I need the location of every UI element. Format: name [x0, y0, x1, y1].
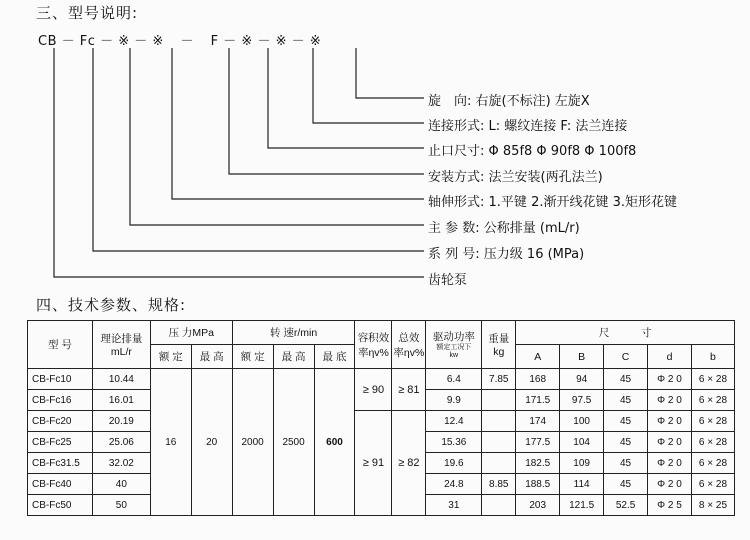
table-row [28, 369, 735, 390]
cell-dim-b: 121.5 [560, 495, 604, 516]
code-part: Fc [79, 34, 96, 49]
cell-speed-rated: 2000 [232, 369, 273, 516]
header-dim-d: d [648, 345, 692, 369]
cell-dim-d: Φ 2 0 [648, 411, 692, 432]
cell-dim-a: 182.5 [516, 453, 560, 474]
header-pressure-max: 最 高 [191, 345, 232, 369]
cell-model: CB-Fc20 [28, 411, 93, 432]
cell-dim-d: Φ 2 0 [648, 369, 692, 390]
cell-dim-a: 203 [516, 495, 560, 516]
leader-line [54, 48, 424, 277]
table-row [28, 411, 735, 432]
header-dim-b: B [560, 345, 604, 369]
header-dimensions: 尺 寸 [516, 321, 735, 345]
code-part: － [100, 34, 114, 49]
cell-dim-c: 45 [604, 432, 648, 453]
header-dim-a: A [516, 345, 560, 369]
header-tot-eff: 总效 率ηv% [392, 321, 426, 369]
cell-displacement: 32.02 [92, 453, 150, 474]
header-vol-eff: 容积效 率ηv% [355, 321, 392, 369]
cell-speed-min: 600 [314, 369, 355, 516]
header-model: 型 号 [28, 321, 93, 369]
cell-displacement: 50 [92, 495, 150, 516]
leader-line [229, 48, 424, 174]
header-speed-max: 最 高 [273, 345, 314, 369]
code-part: － [180, 34, 194, 49]
cell-weight [482, 390, 516, 411]
cell-dim-c: 45 [604, 369, 648, 390]
cell-displacement: 16.01 [92, 390, 150, 411]
cell-dim-b: 100 [560, 411, 604, 432]
cell-power: 24.8 [426, 474, 482, 495]
cell-dim-a: 177.5 [516, 432, 560, 453]
cell-dim-a: 168 [516, 369, 560, 390]
code-part: － [257, 34, 271, 49]
cell-dim-c: 52.5 [604, 495, 648, 516]
cell-model: CB-Fc25 [28, 432, 93, 453]
legend-item: 止口尺寸: Φ 85f8 Φ 90f8 Φ 100f8 [428, 144, 637, 159]
cell-dim-b: 114 [560, 474, 604, 495]
cell-dim-a: 174 [516, 411, 560, 432]
legend-item: 旋 向: 右旋(不标注) 左旋X [428, 94, 590, 109]
cell-displacement: 40 [92, 474, 150, 495]
cell-displacement: 25.06 [92, 432, 150, 453]
cell-dim-b2: 8 × 25 [691, 495, 734, 516]
cell-model: CB-Fc40 [28, 474, 93, 495]
code-part: ※ [241, 34, 253, 49]
cell-displacement: 10.44 [92, 369, 150, 390]
cell-dim-a: 188.5 [516, 474, 560, 495]
cell-dim-b2: 6 × 28 [691, 369, 734, 390]
header-power: 驱动功率 额定工况下 kw [426, 321, 482, 369]
code-part: － [223, 34, 237, 49]
code-part: － [291, 34, 306, 49]
code-part: ※ [152, 34, 164, 49]
legend-item: 连接形式: L: 螺纹连接 F: 法兰连接 [428, 119, 628, 134]
cell-dim-c: 45 [604, 453, 648, 474]
cell-dim-b2: 6 × 28 [691, 453, 734, 474]
cell-weight [482, 495, 516, 516]
cell-dim-c: 45 [604, 474, 648, 495]
header-pressure-rated: 额 定 [150, 345, 191, 369]
legend-item: 安装方式: 法兰安装(两孔法兰) [428, 170, 603, 185]
cell-tot-eff: ≥ 81 [392, 369, 426, 411]
cell-dim-d: Φ 2 0 [648, 432, 692, 453]
cell-model: CB-Fc10 [28, 369, 93, 390]
code-part: CB [38, 34, 57, 49]
cell-pressure-rated: 16 [150, 369, 191, 516]
cell-speed-max: 2500 [273, 369, 314, 516]
header-weight: 重量 kg [482, 321, 516, 369]
cell-model: CB-Fc31.5 [28, 453, 93, 474]
cell-weight: 8.85 [482, 474, 516, 495]
cell-model: CB-Fc16 [28, 390, 93, 411]
legend-item: 系 列 号: 压力级 16 (MPa) [428, 247, 585, 262]
cell-dim-b2: 6 × 28 [691, 432, 734, 453]
leader-line [313, 48, 424, 123]
section4-title: 四、技术参数、规格: [36, 296, 187, 314]
spec-table [27, 320, 735, 516]
cell-pressure-max: 20 [191, 369, 232, 516]
header-pressure: 压 力MPa [150, 321, 232, 345]
cell-dim-b: 97.5 [560, 390, 604, 411]
cell-weight [482, 411, 516, 432]
legend-item: 主 参 数: 公称排量 (mL/r) [428, 221, 580, 236]
header-speed: 转 速r/min [232, 321, 355, 345]
cell-power: 15.36 [426, 432, 482, 453]
cell-dim-b: 94 [560, 369, 604, 390]
cell-dim-c: 45 [604, 411, 648, 432]
header-displacement: 理论排量 mL/r [92, 321, 150, 369]
cell-power: 31 [426, 495, 482, 516]
cell-dim-a: 171.5 [516, 390, 560, 411]
cell-weight [482, 453, 516, 474]
section3-title: 三、型号说明: [36, 4, 139, 22]
cell-dim-c: 45 [604, 390, 648, 411]
code-part: F [210, 34, 219, 49]
cell-dim-b2: 6 × 28 [691, 390, 734, 411]
code-part: － [61, 34, 76, 49]
header-speed-min: 最 底 [314, 345, 355, 369]
header-speed-rated: 额 定 [232, 345, 273, 369]
cell-dim-d: Φ 2 0 [648, 474, 692, 495]
cell-power: 9.9 [426, 390, 482, 411]
cell-dim-b: 109 [560, 453, 604, 474]
cell-displacement: 20.19 [92, 411, 150, 432]
cell-dim-d: Φ 2 0 [648, 453, 692, 474]
legend-item: 轴伸形式: 1.平键 2.渐开线花键 3.矩形花键 [428, 195, 678, 210]
code-part: ※ [275, 34, 288, 49]
cell-dim-d: Φ 2 0 [648, 390, 692, 411]
header-dim-b2: b [691, 345, 734, 369]
cell-vol-eff: ≥ 90 [355, 369, 392, 411]
cell-dim-d: Φ 2 5 [648, 495, 692, 516]
cell-dim-b: 104 [560, 432, 604, 453]
legend-item: 齿轮泵 [428, 273, 468, 288]
cell-model: CB-Fc50 [28, 495, 93, 516]
code-part: ※ [118, 34, 130, 49]
cell-vol-eff: ≥ 91 [355, 411, 392, 516]
cell-tot-eff: ≥ 82 [392, 411, 426, 516]
cell-weight: 7.85 [482, 369, 516, 390]
leader-line [356, 48, 424, 98]
header-dim-c: C [604, 345, 648, 369]
code-part: ※ [309, 34, 322, 49]
cell-weight [482, 432, 516, 453]
leader-line [93, 48, 424, 251]
cell-dim-b2: 6 × 28 [691, 411, 734, 432]
cell-power: 6.4 [426, 369, 482, 390]
cell-power: 12.4 [426, 411, 482, 432]
cell-power: 19.6 [426, 453, 482, 474]
cell-dim-b2: 6 × 28 [691, 474, 734, 495]
code-part: － [134, 34, 148, 49]
